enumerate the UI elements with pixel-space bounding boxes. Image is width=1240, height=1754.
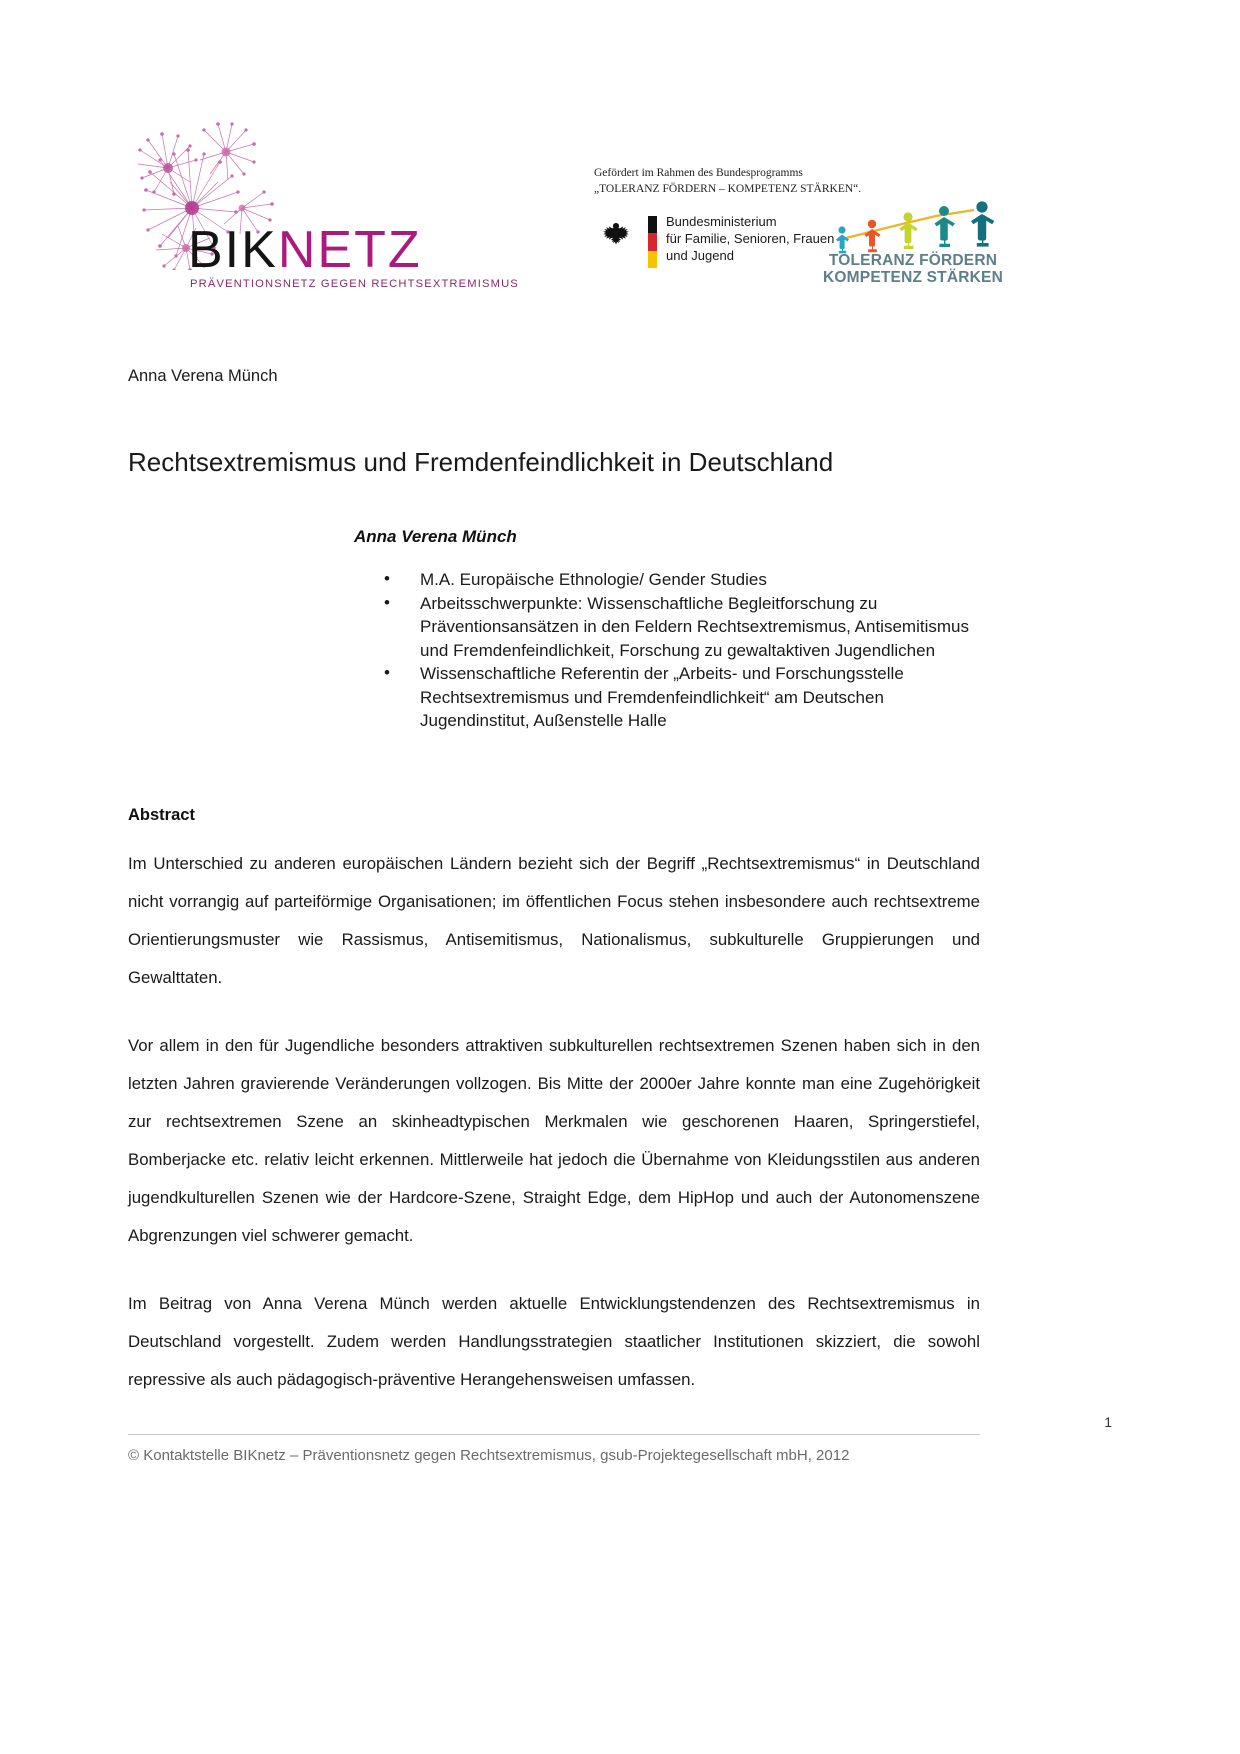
list-item: • Arbeitsschwerpunkte: Wissenschaftliche Begleitforschung zu Präventionsansätzen in den Feldern Rechtsextremismus, Antisemitismus und Fremdenfeindlichkeit, Forschung zu gewaltaktiven Jugendlichen [378, 592, 978, 663]
ministry-line2: für Familie, Senioren, Frauen [666, 231, 835, 247]
toleranz-line1: TOLERANZ FÖRDERN [828, 252, 998, 269]
page-number: 1 [1104, 1414, 1112, 1430]
funding-note-line1: Gefördert im Rahmen des Bundesprogramms [594, 167, 803, 179]
bio-bullet-list [378, 568, 978, 733]
abstract-paragraph: Vor allem in den für Jugendliche besonders attraktiven subkulturellen rechtsextremen Szenen haben sich in den letzten Jahren gravierende Veränderungen vollzogen. Bis Mitte der 2000er Jahre konnte man eine Zugehörigkeit zur rechtsextremen Szene an skinheadtypischen Merkmalen wie geschorenen Haaren, Springerstiefel, Bomberjacke etc. relativ leicht erkennen. Mittlerweile hat jedoch die Übernahme von Kleidungsstilen aus anderen jugendkulturellen Szenen wie der Hardcore-Szene, Straight Edge, dem HipHop und auch der Autonomenszene Abgrenzungen viel schwerer gemacht. [128, 1036, 980, 1245]
page-header [128, 118, 1118, 298]
ministry-name [666, 213, 834, 264]
federal-eagle-icon [594, 218, 638, 262]
people-chain-icon [824, 200, 1004, 258]
biknetz-logo [128, 118, 518, 298]
biknetz-wordmark [188, 221, 422, 279]
abstract-paragraph: Im Beitrag von Anna Verena Münch werden aktuelle Entwicklungstendenzen des Rechtsextremismus in Deutschland vorgestellt. Zudem werden Handlungsstrategien staatlicher Institutionen skizziert, die sowohl repressive als auch pädagogisch-präventive Herangehensweisen umfassen. [128, 1294, 980, 1389]
footer-copyright: © Kontaktstelle BIKnetz – Präventionsnetz gegen Rechtsextremismus, gsub-Projektegesellschaft mbH, 2012 [128, 1447, 850, 1464]
toleranz-wordmark [822, 252, 1004, 287]
byline: Anna Verena Münch [128, 367, 278, 385]
wordmark-netz: NETZ [277, 221, 422, 279]
funding-note [594, 166, 924, 197]
funding-note-line2: „TOLERANZ FÖRDERN – KOMPETENZ STÄRKEN“. [594, 182, 862, 195]
footer-divider [128, 1434, 980, 1435]
abstract-paragraph: Im Unterschied zu anderen europäischen Ländern bezieht sich der Begriff „Rechtsextremismus“ in Deutschland nicht vorrangig auf parteiförmige Organisationen; im öffentlichen Focus stehen insbesondere auch rechtsextreme Orientierungsmuster wie Rassismus, Antisemitismus, Nationalismus, subkulturelle Gruppierungen und Gewalttaten. [128, 854, 980, 987]
toleranz-foerdern-logo [818, 200, 1004, 298]
toleranz-line2: KOMPETENZ STÄRKEN [823, 269, 1003, 287]
list-item: • Wissenschaftliche Referentin der „Arbeits- und Forschungsstelle Rechtsextremismus und Fremdenfeindlichkeit“ am Deutschen Jugendinstitut, Außenstelle Halle [378, 662, 978, 733]
wordmark-bik: BIK [188, 221, 278, 279]
biknetz-tagline: PRÄVENTIONSNETZ GEGEN RECHTSEXTREMISMUS [190, 278, 519, 290]
page-title: Rechtsextremismus und Fremdenfeindlichkeit in Deutschland [128, 447, 834, 478]
list-item: • M.A. Europäische Ethnologie/ Gender Studies [378, 568, 978, 592]
ministry-line3: und Jugend [666, 248, 734, 264]
german-flag-bar-icon [648, 216, 657, 268]
ministry-logo [594, 210, 835, 280]
ministry-line1: Bundesministerium [666, 214, 777, 229]
abstract-heading: Abstract [128, 806, 195, 824]
abstract-body [128, 845, 980, 1399]
author-subheading: Anna Verena Münch [354, 527, 517, 546]
